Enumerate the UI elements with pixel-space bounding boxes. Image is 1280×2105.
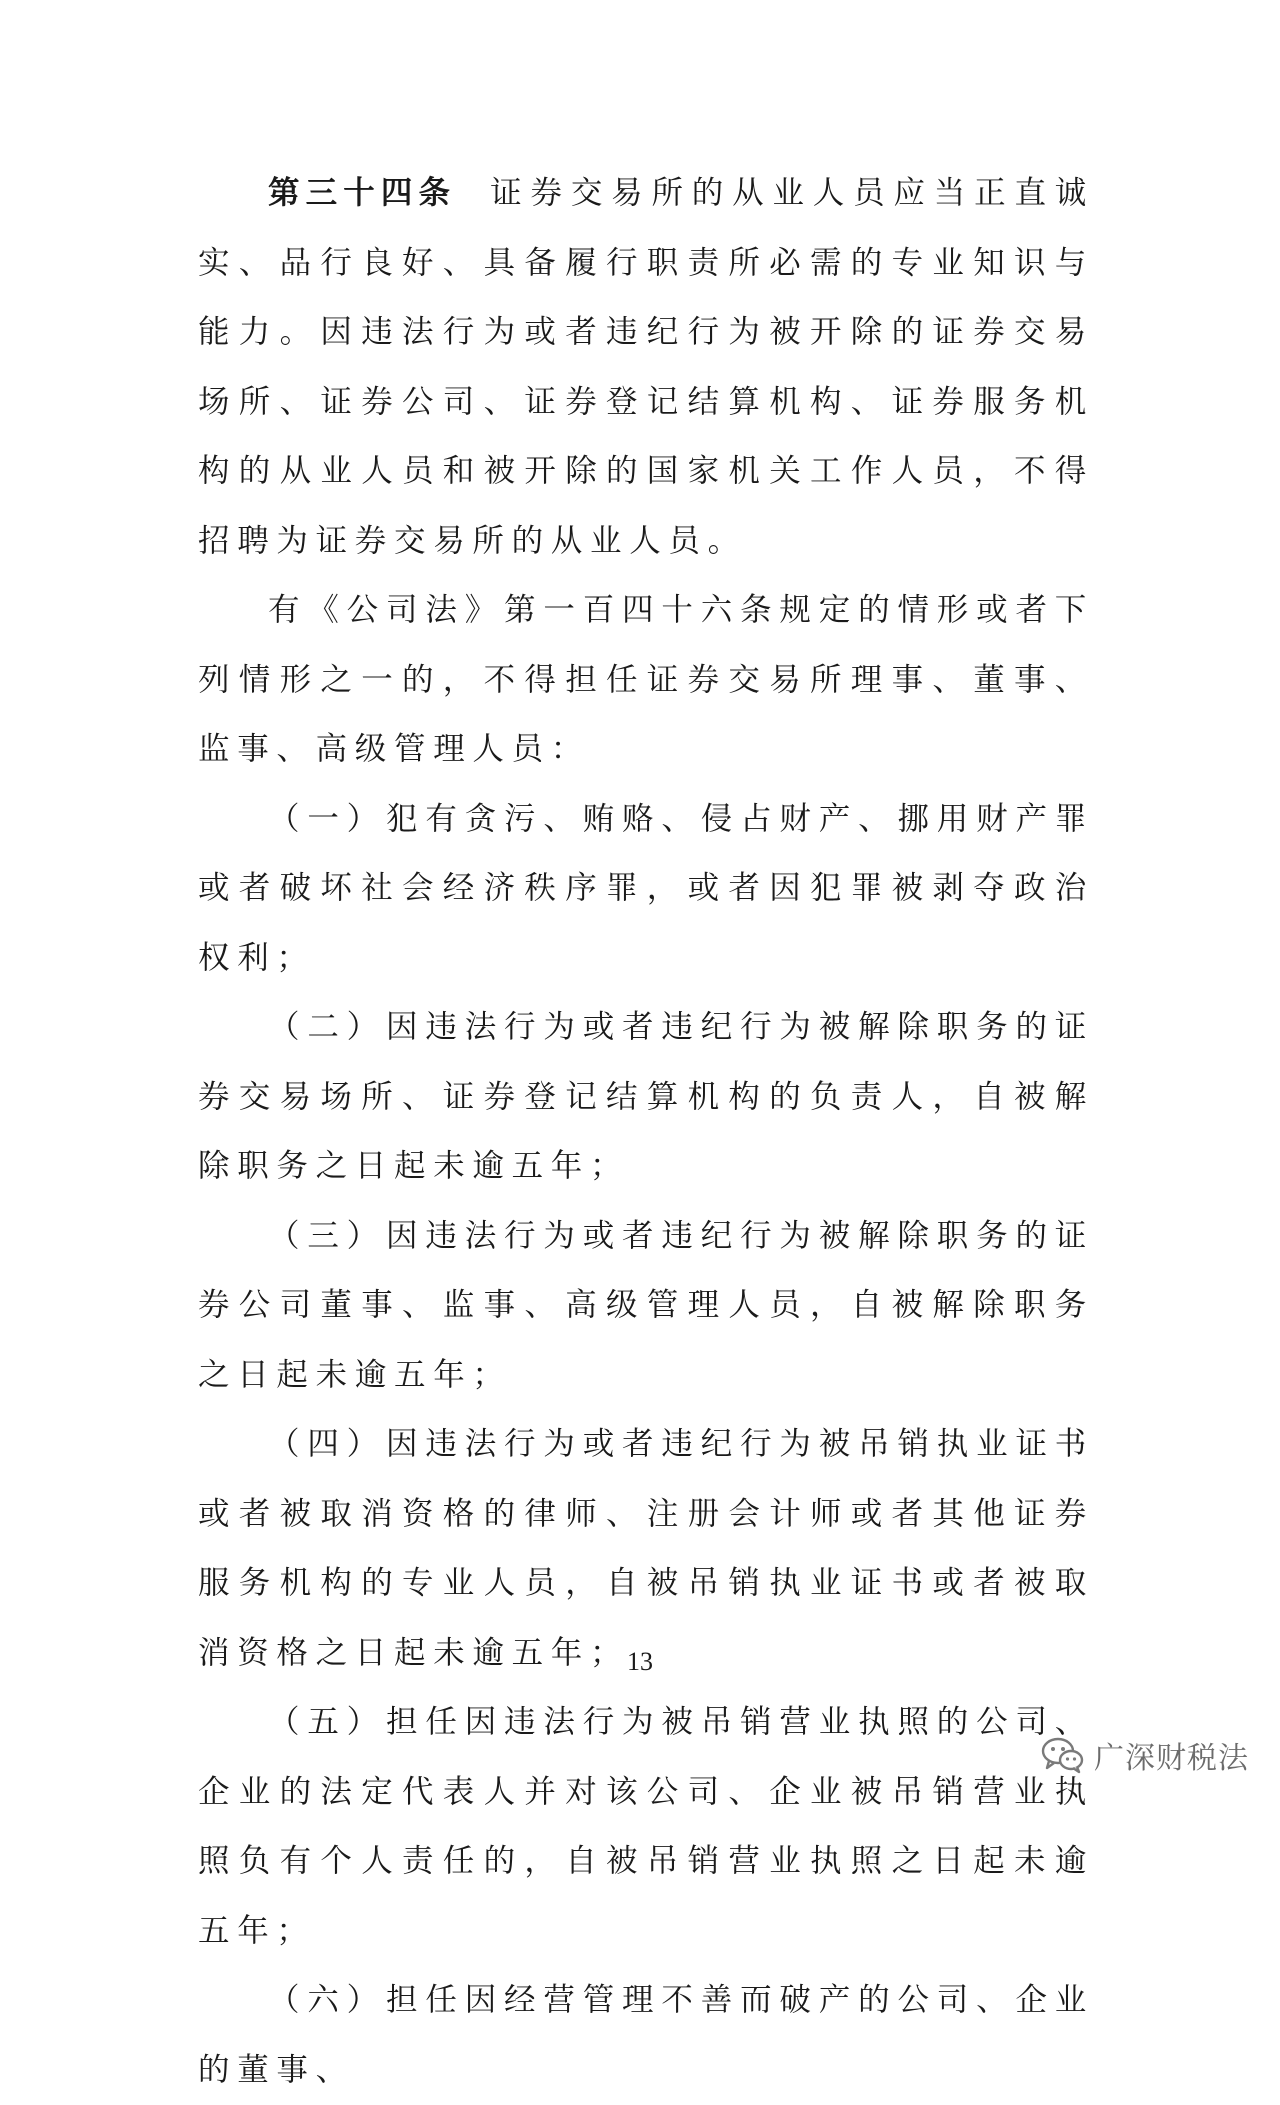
article-intro-text: 证券交易所的从业人员应当正直诚实、品行良好、具备履行职责所必需的专业知识与能力。因违法行为或者违纪行为被开除的证券交易场所、证券公司、证券登记结算机构、证券服务机构的从业人员和被开除的国家机关工作人员，不得招聘为证券交易所的从业人员。: [198, 175, 1094, 559]
list-item-3: （三）因违法行为或者违纪行为被解除职务的证券公司董事、监事、高级管理人员，自被解除职务之日起未逾五年；: [198, 1217, 1094, 1393]
watermark-account-name: 广深财税法: [1094, 1741, 1249, 1776]
list-item-5: （五）担任因违法行为被吊销营业执照的公司、企业的法定代表人并对该公司、企业被吊销营业执照负有个人责任的，自被吊销营业执照之日起未逾五年；: [198, 1704, 1094, 1949]
paragraph-disqualification-intro: 有《公司法》第一百四十六条规定的情形或者下列情形之一的，不得担任证券交易所理事、董事、监事、高级管理人员：: [198, 592, 1094, 767]
document-body: [198, 158, 1094, 2105]
wechat-icon: [1040, 1735, 1086, 1775]
list-item-2: （二）因违法行为或者违纪行为被解除职务的证券交易场所、证券登记结算机构的负责人，自被解除职务之日起未逾五年；: [198, 1009, 1094, 1184]
article-number: 第三十四条: [268, 174, 457, 211]
list-item-4: （四）因违法行为或者违纪行为被吊销执业证书或者被取消资格的律师、注册会计师或者其他证券服务机构的专业人员，自被吊销执业证书或者被取消资格之日起未逾五年；: [198, 1426, 1094, 1671]
page-number: 13: [627, 1647, 653, 1676]
article-paragraph: [198, 158, 1094, 576]
wechat-watermark: [1040, 1730, 1249, 1780]
list-item-1: （一）犯有贪污、贿赂、侵占财产、挪用财产罪或者破坏社会经济秩序罪，或者因犯罪被剥夺政治权利；: [198, 800, 1094, 976]
list-item-6: （六）担任因经营管理不善而破产的公司、企业的董事、: [198, 1982, 1094, 2088]
